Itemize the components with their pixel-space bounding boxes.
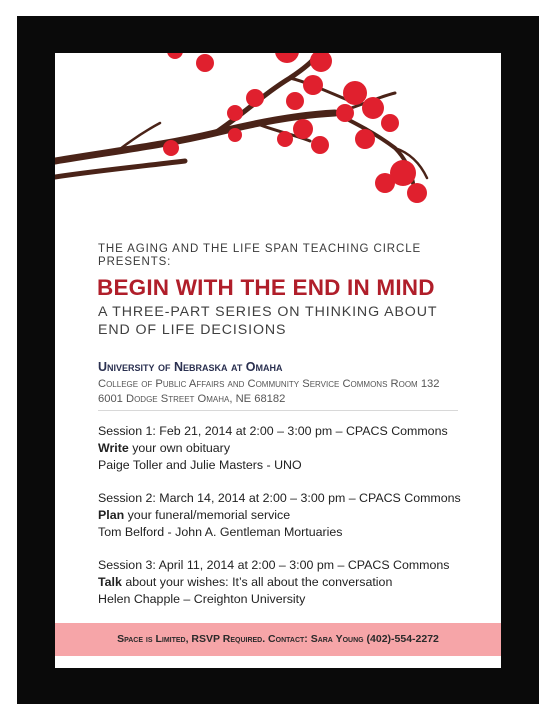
divider	[98, 410, 458, 411]
flyer-paper	[55, 53, 501, 668]
session-topic-text: your funeral/memorial service	[124, 508, 291, 522]
session-1	[98, 423, 498, 474]
rsvp-banner	[55, 623, 501, 656]
session-topic	[98, 507, 498, 524]
session-topic-text: your own obituary	[128, 441, 231, 455]
subtitle-line-1: A THREE-PART SERIES ON THINKING ABOUT	[98, 304, 438, 320]
presents-line-1: THE AGING AND THE LIFE SPAN TEACHING CIRCLE	[98, 243, 422, 255]
event-title: BEGIN WITH THE END IN MIND	[97, 275, 435, 300]
event-subtitle	[98, 303, 493, 339]
session-3	[98, 557, 498, 608]
session-2	[98, 490, 498, 541]
subtitle-line-2: END OF LIFE DECISIONS	[98, 322, 287, 338]
session-verb: Talk	[98, 575, 122, 589]
venue-address-line-2: 6001 Dodge Street Omaha, NE 68182	[98, 393, 286, 405]
venue-name: University of Nebraska at Omaha	[98, 360, 283, 374]
session-topic	[98, 440, 498, 457]
cherry-blossom-branch-illustration	[55, 53, 501, 233]
venue-address-line-1: College of Public Affairs and Community Service Commons Room 132	[98, 378, 440, 390]
session-topic-text: about your wishes: It’s all about the conversation	[121, 575, 393, 589]
session-heading: Session 1: Feb 21, 2014 at 2:00 – 3:00 pm – CPACS Commons	[98, 424, 448, 438]
session-verb: Write	[98, 441, 129, 455]
rsvp-banner-text: Space is Limited, RSVP Required. Contact: Sara Young (402)-554-2272	[117, 633, 439, 645]
session-presenter: Paige Toller and Julie Masters - UNO	[98, 458, 302, 472]
presents-line-2: PRESENTS:	[98, 256, 172, 268]
session-topic	[98, 574, 498, 591]
presents-heading	[98, 243, 488, 269]
session-presenter: Tom Belford - John A. Gentleman Mortuaries	[98, 525, 343, 539]
session-presenter: Helen Chapple – Creighton University	[98, 592, 306, 606]
session-verb: Plan	[98, 508, 125, 522]
session-heading: Session 2: March 14, 2014 at 2:00 – 3:00 pm – CPACS Commons	[98, 491, 461, 505]
session-heading: Session 3: April 11, 2014 at 2:00 – 3:00 pm – CPACS Commons	[98, 558, 450, 572]
